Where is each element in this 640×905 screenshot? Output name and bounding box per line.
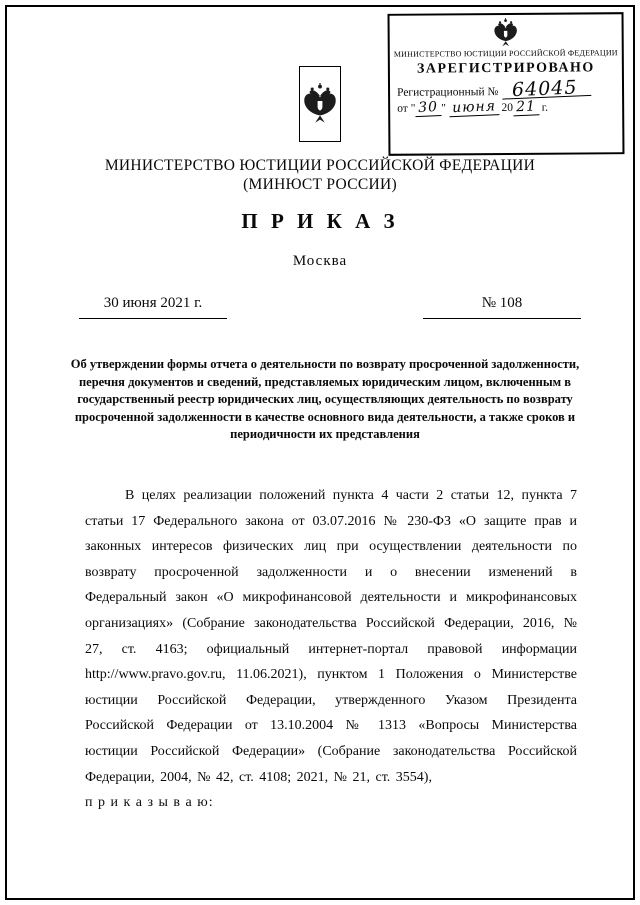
stamp-reg-label: Регистрационный № (397, 86, 499, 99)
stamp-date-suffix: г. (541, 101, 549, 114)
stamp-registration-number (390, 76, 622, 102)
document-type-heading: П Р И К А З (241, 209, 399, 233)
stamp-ministry-name: МИНИСТЕРСТВО ЮСТИЦИИ РОССИЙСКОЙ ФЕДЕРАЦИИ (393, 48, 618, 59)
coat-of-arms-icon (302, 71, 338, 137)
ministry-title (7, 156, 633, 194)
document-subject: Об утверждении формы отчета о деятельности по возврату просроченной задолженности, перечня документов и сведений, представляемых юридическим лицом, включенным в государственный реестр юридических лиц, осуществляющих деятельность по возврату просроченной задолженности в качестве основного вида деятельности, а также сроков и периодичности их представления (70, 357, 580, 441)
ministry-title-line2: (МИНЮСТ РОССИИ) (243, 176, 397, 193)
issue-city: Москва (292, 253, 348, 269)
ministry-title-line1: МИНИСТЕРСТВО ЮСТИЦИИ РОССИЙСКОЙ ФЕДЕРАЦИИ (104, 157, 536, 174)
coat-of-arms-icon (390, 17, 622, 49)
registration-stamp (388, 12, 625, 156)
stamp-date-prefix: от " (397, 102, 416, 115)
stamp-date-day-handwritten: 30 (415, 99, 442, 117)
date-number-row (7, 295, 633, 321)
stamp-date (390, 98, 622, 117)
document-body (85, 483, 577, 816)
stamp-reg-value-handwritten: 64045 (502, 79, 592, 100)
document-page (5, 5, 635, 900)
document-number: № 108 (423, 295, 581, 319)
stamp-date-quote: " (441, 102, 446, 115)
stamp-date-year-handwritten: 21 (513, 98, 540, 116)
stamp-date-year-printed: 20 (501, 101, 514, 115)
state-emblem-box (299, 66, 341, 142)
stamp-date-month-handwritten: июня (448, 98, 499, 117)
stamp-registered-label: ЗАРЕГИСТРИРОВАНО (416, 60, 595, 77)
body-paragraph: В целях реализации положений пункта 4 части 2 статьи 12, пункта 7 статьи 17 Федерального закона от 03.07.2016 № 230-ФЗ «О защите прав и законных интересов физических лиц при осуществлении деятельности по возврату просроченной задолженности и о внесении изменений в Федеральный закон «О микрофинансовой деятельности и микрофинансовых организациях» (Собрание законодательства Российской Федерации, 2016, № 27, ст. 4163; официальный интернет-портал правовой информации http://www.pravo.gov.ru, 11.06.2021), пунктом 1 Положения о Министерстве юстиции Российской Федерации, утвержденного Указом Президента Российской Федерации от 13.10.2004 № 1313 «Вопросы Министерства юстиции Российской Федерации» (Собрание законодательства Российской Федерации, 2004, № 42, ст. 4108; 2021, № 21, ст. 3554), (85, 488, 577, 785)
document-date: 30 июня 2021 г. (79, 295, 227, 319)
body-closing-word: п р и к а з ы в а ю: (85, 795, 214, 811)
